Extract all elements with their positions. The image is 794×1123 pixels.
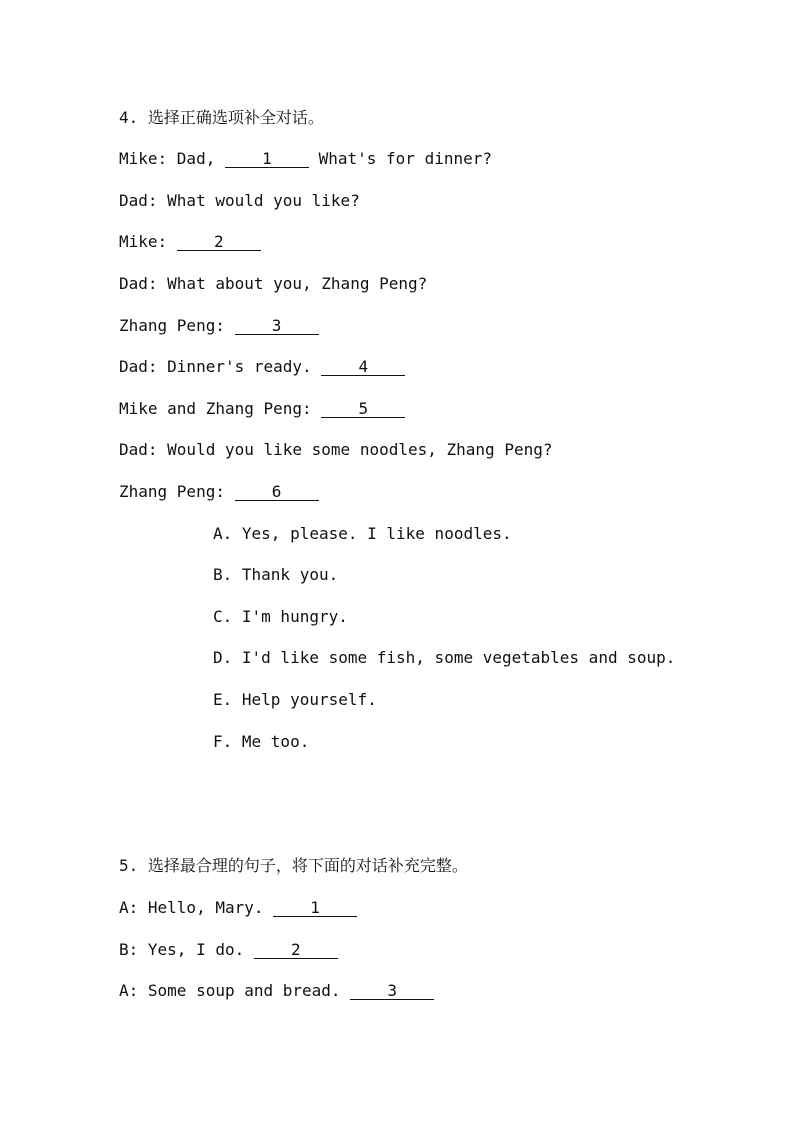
q4-dialogue-line-3 xyxy=(119,232,261,252)
dialogue-text: Dad: What about you, Zhang Peng? xyxy=(119,274,428,293)
q4-dialogue-line-9 xyxy=(119,482,319,502)
answer-blank-4: 4 xyxy=(321,358,405,376)
dialogue-text: Dad: Would you like some noodles, Zhang Peng? xyxy=(119,440,553,459)
q5-heading: 5. 选择最合理的句子，将下面的对话补充完整。 xyxy=(119,856,468,875)
answer-blank-2: 2 xyxy=(177,233,261,251)
dialogue-text: What's for dinner? xyxy=(308,149,492,168)
dialogue-text: Zhang Peng: xyxy=(119,482,235,501)
q5-dialogue-line-1 xyxy=(119,898,357,918)
option-f: F. Me too. xyxy=(213,732,310,751)
q4-dialogue-line-6 xyxy=(119,357,405,377)
q4-heading: 4. 选择正确选项补全对话。 xyxy=(119,108,324,127)
dialogue-text: B: Yes, I do. xyxy=(119,940,254,959)
option-d: D. I'd like some fish, some vegetables and soup. xyxy=(213,648,676,667)
dialogue-text: Mike: xyxy=(119,232,177,251)
dialogue-text: Mike and Zhang Peng: xyxy=(119,399,322,418)
dialogue-text: Mike: Dad, xyxy=(119,149,225,168)
option-b: B. Thank you. xyxy=(213,565,339,584)
answer-blank-1: 1 xyxy=(225,150,309,168)
answer-blank-1: 1 xyxy=(273,899,357,917)
option-a: A. Yes, please. I like noodles. xyxy=(213,524,512,543)
dialogue-text: A: Some soup and bread. xyxy=(119,981,351,1000)
answer-blank-3: 3 xyxy=(350,982,434,1000)
answer-blank-3: 3 xyxy=(235,317,319,335)
dialogue-text: Zhang Peng: xyxy=(119,316,235,335)
answer-blank-5: 5 xyxy=(321,400,405,418)
q4-dialogue-line-1 xyxy=(119,149,492,169)
answer-blank-6: 6 xyxy=(235,483,319,501)
option-c: C. I'm hungry. xyxy=(213,607,348,626)
q5-dialogue-line-3 xyxy=(119,981,434,1001)
answer-blank-2: 2 xyxy=(254,941,338,959)
dialogue-text: Dad: What would you like? xyxy=(119,191,360,210)
dialogue-text: A: Hello, Mary. xyxy=(119,898,274,917)
q4-dialogue-line-7 xyxy=(119,399,405,419)
q5-dialogue-line-2 xyxy=(119,940,338,960)
option-e: E. Help yourself. xyxy=(213,690,377,709)
q4-dialogue-line-2 xyxy=(119,191,360,211)
q4-dialogue-line-4 xyxy=(119,274,427,294)
q4-dialogue-line-5 xyxy=(119,316,319,336)
dialogue-text: Dad: Dinner's ready. xyxy=(119,357,322,376)
q4-dialogue-line-8 xyxy=(119,440,552,460)
